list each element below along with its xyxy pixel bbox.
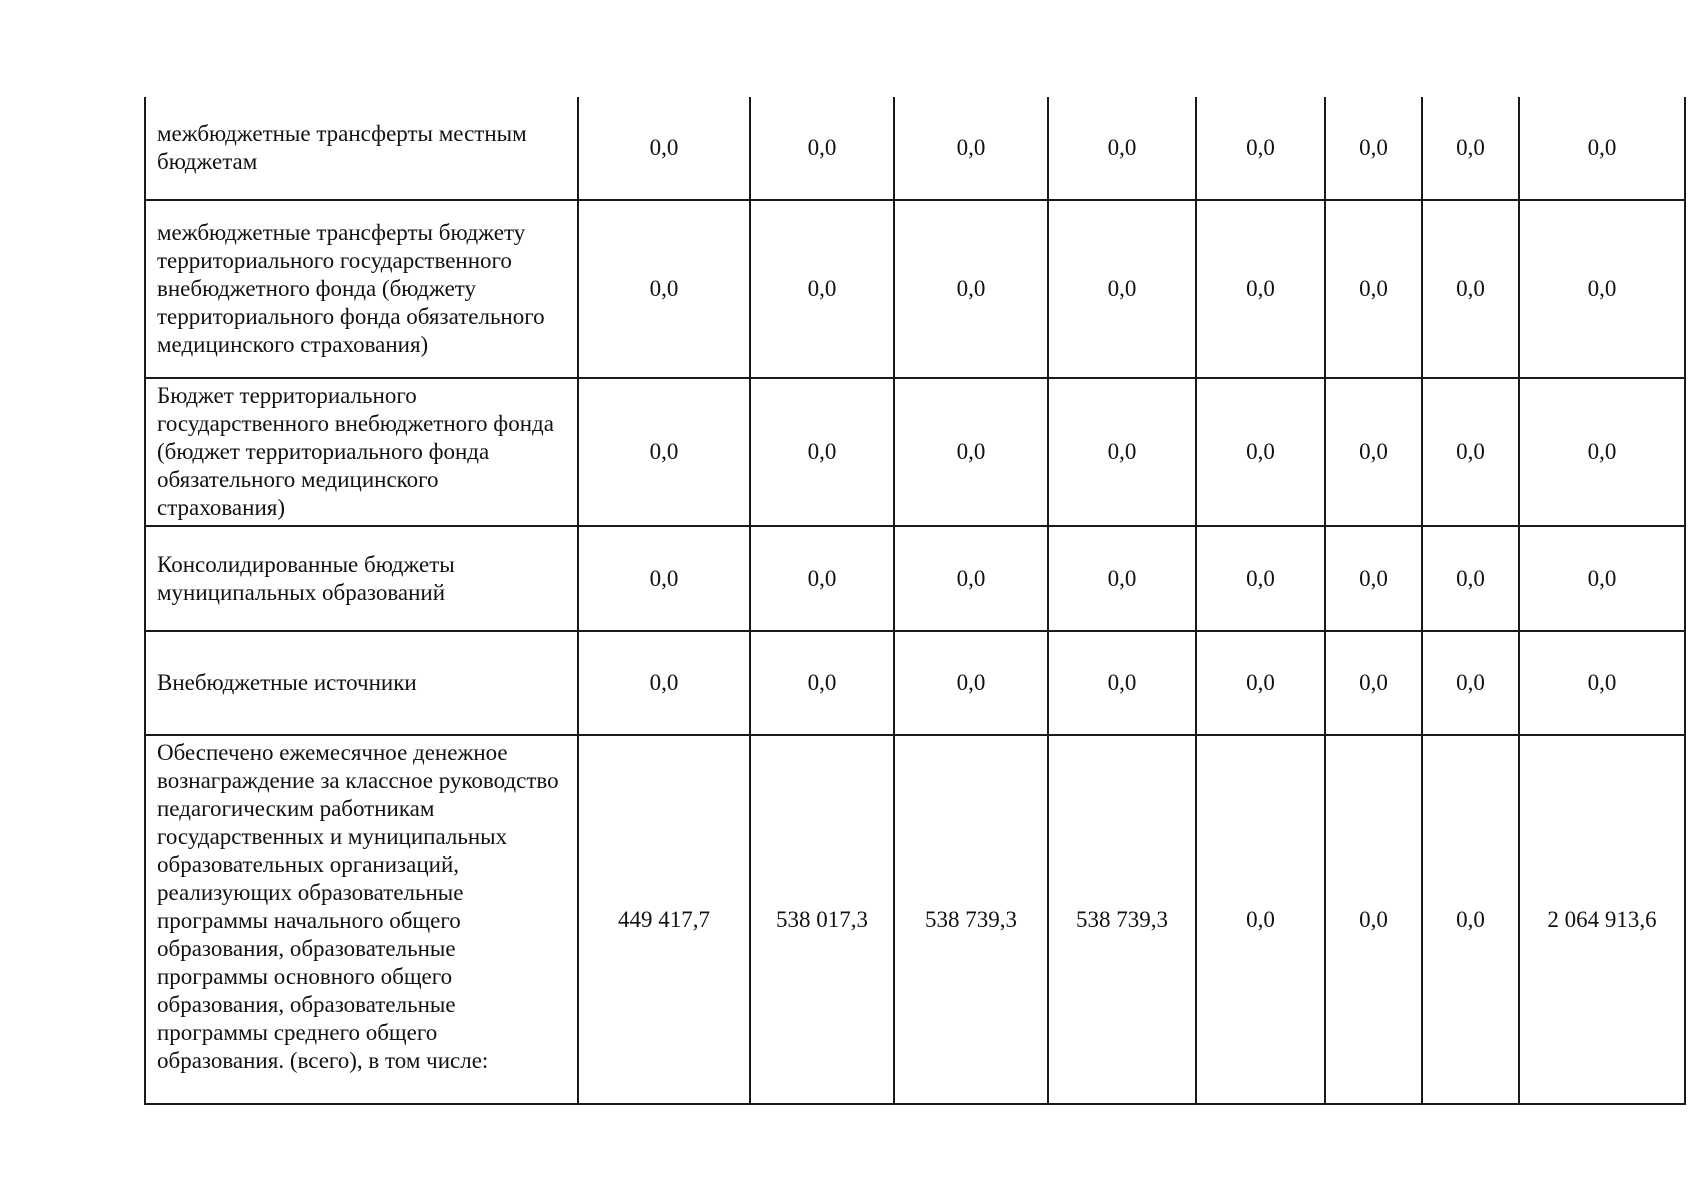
value-cell: 0,0 <box>750 97 894 200</box>
value-cell: 0,0 <box>894 97 1048 200</box>
value-cell: 0,0 <box>1048 378 1196 526</box>
value-cell: 0,0 <box>1325 526 1422 631</box>
value-cell: 0,0 <box>1196 200 1325 378</box>
value-cell: 0,0 <box>750 200 894 378</box>
value-cell: 0,0 <box>1048 526 1196 631</box>
value-cell: 0,0 <box>1422 631 1519 735</box>
total-cell: 0,0 <box>1519 631 1685 735</box>
value-cell: 0,0 <box>1196 97 1325 200</box>
value-cell: 0,0 <box>894 378 1048 526</box>
value-cell: 0,0 <box>578 526 750 631</box>
value-cell: 538 739,3 <box>1048 735 1196 1104</box>
row-label: межбюджетные трансферты бюджету территориального государственного внебюджетного фонда (бюджету территориального фонда обязательного медицинского страхования) <box>145 200 578 378</box>
value-cell: 0,0 <box>1422 526 1519 631</box>
table-row <box>145 200 1685 378</box>
value-cell: 0,0 <box>1196 526 1325 631</box>
value-cell: 0,0 <box>1196 378 1325 526</box>
value-cell: 0,0 <box>1325 378 1422 526</box>
value-cell: 0,0 <box>1048 631 1196 735</box>
value-cell: 0,0 <box>1325 97 1422 200</box>
value-cell: 538 017,3 <box>750 735 894 1104</box>
value-cell: 0,0 <box>1196 631 1325 735</box>
value-cell: 0,0 <box>578 631 750 735</box>
value-cell: 0,0 <box>578 200 750 378</box>
value-cell: 0,0 <box>578 378 750 526</box>
value-cell: 0,0 <box>894 526 1048 631</box>
value-cell: 0,0 <box>1325 735 1422 1104</box>
value-cell: 0,0 <box>1422 735 1519 1104</box>
total-cell: 0,0 <box>1519 97 1685 200</box>
total-cell: 0,0 <box>1519 200 1685 378</box>
row-label: межбюджетные трансферты местным бюджетам <box>145 97 578 200</box>
value-cell: 0,0 <box>1422 378 1519 526</box>
value-cell: 0,0 <box>578 97 750 200</box>
value-cell: 449 417,7 <box>578 735 750 1104</box>
value-cell: 0,0 <box>750 631 894 735</box>
row-label: Внебюджетные источники <box>145 631 578 735</box>
value-cell: 0,0 <box>1325 631 1422 735</box>
value-cell: 0,0 <box>1422 97 1519 200</box>
row-label: Обеспечено ежемесячное денежное вознаграждение за классное руководство педагогическим работникам государственных и муниципальных образовательных организаций, реализующих образовательные программы начального общего образования, образовательные программы основного общего образования, образовательные программы среднего общего образования. (всего), в том числе: <box>145 735 578 1104</box>
table-row <box>145 735 1685 1104</box>
budget-table <box>144 97 1686 1105</box>
row-label: Бюджет территориального государственного внебюджетного фонда (бюджет территориального фонда обязательного медицинского страхования) <box>145 378 578 526</box>
value-cell: 0,0 <box>750 378 894 526</box>
table-row <box>145 378 1685 526</box>
value-cell: 0,0 <box>1048 97 1196 200</box>
total-cell: 0,0 <box>1519 526 1685 631</box>
table-row <box>145 631 1685 735</box>
value-cell: 0,0 <box>750 526 894 631</box>
total-cell: 2 064 913,6 <box>1519 735 1685 1104</box>
row-label: Консолидированные бюджеты муниципальных образований <box>145 526 578 631</box>
value-cell: 0,0 <box>1422 200 1519 378</box>
value-cell: 0,0 <box>1196 735 1325 1104</box>
table-row <box>145 526 1685 631</box>
table-row <box>145 97 1685 200</box>
value-cell: 0,0 <box>1325 200 1422 378</box>
value-cell: 0,0 <box>894 200 1048 378</box>
total-cell: 0,0 <box>1519 378 1685 526</box>
value-cell: 538 739,3 <box>894 735 1048 1104</box>
value-cell: 0,0 <box>1048 200 1196 378</box>
value-cell: 0,0 <box>894 631 1048 735</box>
